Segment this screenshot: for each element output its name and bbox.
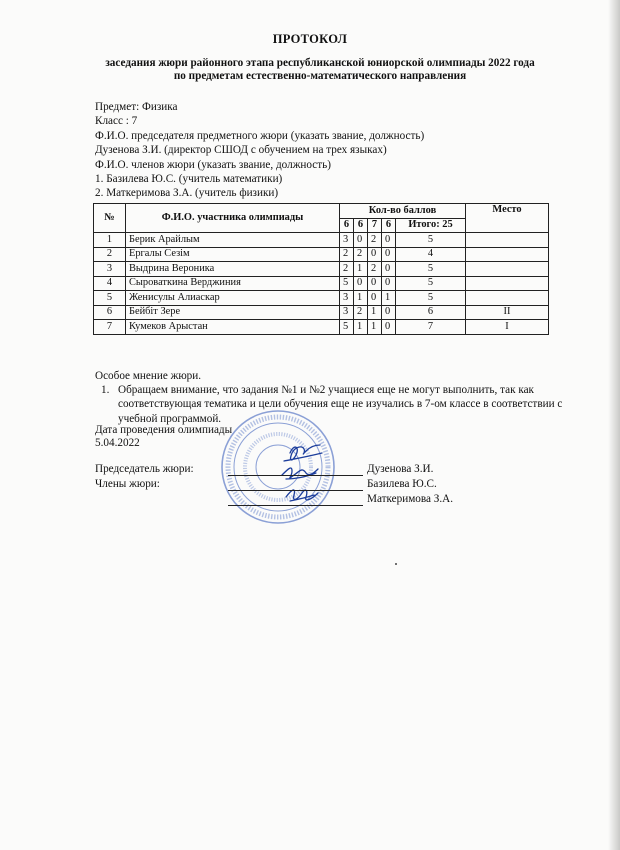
date-label: Дата проведения олимпиады — [95, 424, 233, 436]
row-score: 0 — [382, 320, 396, 335]
subtitle-line-2: по предметам естественно-математического направления — [173, 70, 467, 82]
row-total: 7 — [396, 320, 466, 335]
subheader-task-4: 6 — [382, 218, 396, 233]
jury-opinion-item — [101, 383, 573, 426]
row-score: 1 — [368, 320, 382, 335]
table-row — [94, 262, 549, 277]
stamp-inner-ring — [234, 423, 322, 511]
header-place: Место — [466, 204, 549, 233]
row-name: Выдрина Вероника — [126, 262, 340, 277]
table-row — [94, 233, 549, 248]
row-total: 5 — [396, 276, 466, 291]
opinion-item-text: Обращаем внимание, что задания №1 и №2 учащиеся еще не могут выполнить, так как соответствующая тематика и цели обучения еще не изучались в 7-ом классе в соответствии с учебной программой. — [118, 384, 563, 425]
row-place — [466, 262, 549, 277]
row-place — [466, 247, 549, 262]
row-score: 3 — [340, 291, 354, 306]
row-num: 5 — [94, 291, 126, 306]
row-name: Женисулы Алиаскар — [126, 291, 340, 306]
row-total: 5 — [396, 291, 466, 306]
row-score: 2 — [354, 247, 368, 262]
table-row — [94, 305, 549, 320]
row-score: 2 — [368, 233, 382, 248]
signatory-member-1-name: Базилева Ю.С. — [367, 478, 437, 490]
jury-opinion-label: Особое мнение жюри. — [95, 370, 202, 382]
row-score: 0 — [382, 233, 396, 248]
row-score: 0 — [354, 233, 368, 248]
row-score: 2 — [354, 305, 368, 320]
table-row — [94, 320, 549, 335]
row-score: 2 — [340, 262, 354, 277]
row-num: 2 — [94, 247, 126, 262]
signature-chair — [284, 445, 322, 461]
table-row — [94, 291, 549, 306]
chair-signature-label: Председатель жюри: — [95, 463, 194, 475]
row-score: 1 — [382, 291, 396, 306]
row-place — [466, 276, 549, 291]
grade-line: Класс : 7 — [95, 115, 138, 128]
row-place: II — [466, 305, 549, 320]
row-score: 0 — [382, 305, 396, 320]
row-score: 0 — [382, 262, 396, 277]
row-name: Берик Арайлым — [126, 233, 340, 248]
document-title: ПРОТОКОЛ — [272, 32, 348, 46]
scan-speck — [395, 563, 397, 565]
row-num: 1 — [94, 233, 126, 248]
row-num: 7 — [94, 320, 126, 335]
date-value: 5.04.2022 — [95, 437, 140, 449]
subject-line: Предмет: Физика — [95, 101, 178, 113]
subheader-task-2: 6 — [354, 218, 368, 233]
subheader-task-3: 7 — [368, 218, 382, 233]
header-num: № — [94, 204, 126, 233]
row-total: 4 — [396, 247, 466, 262]
row-score: 1 — [354, 320, 368, 335]
table-row — [94, 247, 549, 262]
signature-line-member-1 — [228, 490, 363, 491]
header-name: Ф.И.О. участника олимпиады — [126, 204, 340, 233]
row-place — [466, 291, 549, 306]
row-name: Кумеков Арыстан — [126, 320, 340, 335]
members-signature-label: Члены жюри: — [95, 478, 160, 490]
table-row — [94, 276, 549, 291]
page-edge-shadow — [608, 0, 620, 850]
chair-value-line: Дузенова З.И. (директор СШОД с обучением на трех языках) — [95, 144, 387, 157]
row-score: 2 — [368, 262, 382, 277]
row-score: 0 — [368, 291, 382, 306]
row-name: Бейбіт Зере — [126, 305, 340, 320]
row-score: 0 — [382, 247, 396, 262]
row-total: 5 — [396, 262, 466, 277]
row-total: 5 — [396, 233, 466, 248]
member-1-line: 1. Базилева Ю.С. (учитель математики) — [95, 173, 283, 186]
table-header-row — [94, 204, 549, 219]
row-score: 3 — [340, 305, 354, 320]
row-score: 1 — [368, 305, 382, 320]
signatory-chair-name: Дузенова З.И. — [367, 463, 434, 475]
subheader-task-1: 6 — [340, 218, 354, 233]
signature-line-member-2 — [228, 505, 363, 506]
row-num: 6 — [94, 305, 126, 320]
document-subtitle — [70, 57, 570, 83]
row-score: 1 — [354, 262, 368, 277]
jury-info-block — [95, 100, 424, 201]
row-score: 1 — [354, 291, 368, 306]
subheader-total: Итого: 25 — [396, 218, 466, 233]
row-score: 0 — [354, 276, 368, 291]
row-score: 5 — [340, 320, 354, 335]
members-label-line: Ф.И.О. членов жюри (указать звание, должность) — [95, 158, 331, 171]
row-name: Сыроваткина Верджиния — [126, 276, 340, 291]
row-score: 2 — [340, 247, 354, 262]
chair-label-line: Ф.И.О. председателя предметного жюри (указать звание, должность) — [95, 129, 425, 142]
signatory-member-2-name: Маткеримова З.А. — [367, 493, 454, 505]
row-score: 0 — [382, 276, 396, 291]
row-place: I — [466, 320, 549, 335]
row-num: 3 — [94, 262, 126, 277]
row-score: 5 — [340, 276, 354, 291]
official-stamp — [200, 405, 345, 530]
signature-line-chair — [228, 475, 363, 476]
opinion-item-number: 1. — [101, 384, 110, 396]
row-score: 3 — [340, 233, 354, 248]
subtitle-line-1: заседания жюри районного этапа республиканской юниорской олимпиады 2022 года — [105, 57, 535, 69]
row-name: Ергалы Сезім — [126, 247, 340, 262]
header-scores: Кол-во баллов — [340, 204, 466, 219]
row-num: 4 — [94, 276, 126, 291]
row-place — [466, 233, 549, 248]
member-2-line: 2. Маткеримова З.А. (учитель физики) — [95, 187, 279, 200]
stamp-outer-ring — [222, 411, 334, 523]
row-total: 6 — [396, 305, 466, 320]
results-table — [93, 203, 549, 335]
stamp-text-band — [228, 417, 328, 517]
row-score: 0 — [368, 247, 382, 262]
row-score: 0 — [368, 276, 382, 291]
